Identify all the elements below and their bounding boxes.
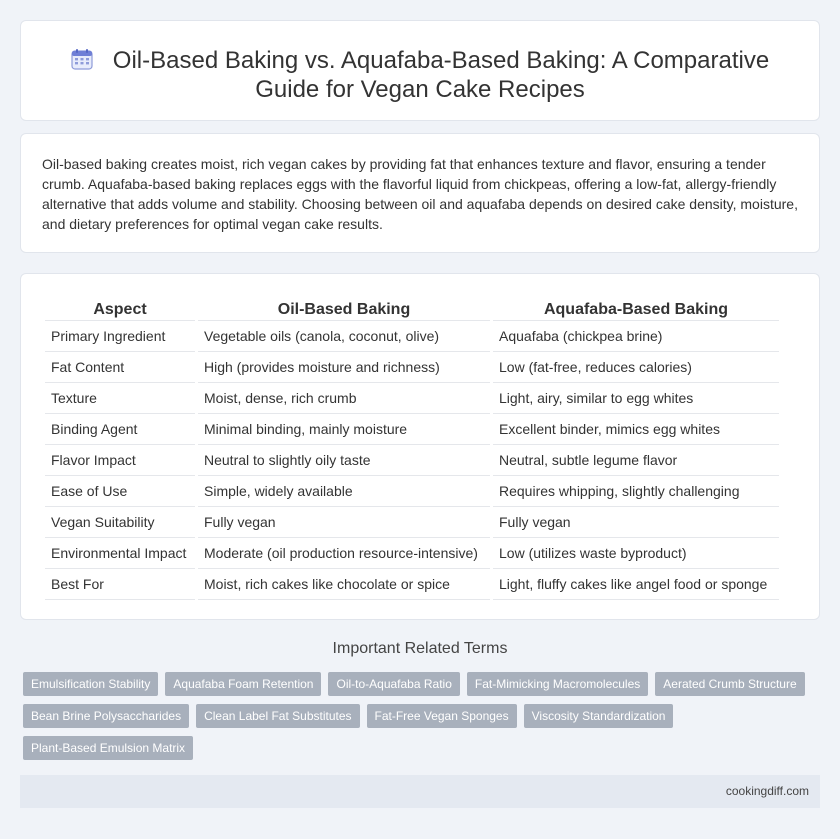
header-aquafaba-based: Aquafaba-Based Baking — [493, 295, 779, 321]
comparison-table-card — [20, 273, 820, 620]
table-row — [45, 507, 779, 538]
related-term-tag[interactable]: Emulsification Stability — [23, 672, 158, 696]
related-term-tag[interactable]: Fat-Free Vegan Sponges — [367, 704, 517, 728]
cell-oil: Vegetable oils (canola, coconut, olive) — [198, 321, 490, 352]
cell-oil: Moist, rich cakes like chocolate or spice — [198, 569, 490, 600]
cell-aquafaba: Light, airy, similar to egg whites — [493, 383, 779, 414]
related-term-tag[interactable]: Viscosity Standardization — [524, 704, 674, 728]
comparison-table — [42, 295, 782, 600]
cell-oil: High (provides moisture and richness) — [198, 352, 490, 383]
cell-oil: Neutral to slightly oily taste — [198, 445, 490, 476]
table-header-row — [45, 295, 779, 321]
table-row — [45, 352, 779, 383]
cell-aspect: Texture — [45, 383, 195, 414]
cell-aspect: Ease of Use — [45, 476, 195, 507]
cell-aspect: Fat Content — [45, 352, 195, 383]
cell-aquafaba: Low (utilizes waste byproduct) — [493, 538, 779, 569]
table-row — [45, 538, 779, 569]
cell-aquafaba: Excellent binder, mimics egg whites — [493, 414, 779, 445]
intro-paragraph: Oil-based baking creates moist, rich vegan cakes by providing fat that enhances texture and flavor, ensuring a tender crumb. Aquafaba-based baking replaces eggs with the flavorful liquid from chickpeas, offering a low-fat, allergy-friendly alternative that adds volume and stability. Choosing between oil and aquafaba depends on desired cake density, moisture, and dietary preferences for optimal vegan cake results. — [42, 156, 798, 232]
cell-aquafaba: Low (fat-free, reduces calories) — [493, 352, 779, 383]
related-term-tag[interactable]: Clean Label Fat Substitutes — [196, 704, 359, 728]
related-term-tag[interactable]: Aquafaba Foam Retention — [165, 672, 321, 696]
table-row — [45, 445, 779, 476]
related-terms-title: Important Related Terms — [332, 640, 508, 657]
calendar-icon — [71, 48, 93, 70]
cell-aspect: Flavor Impact — [45, 445, 195, 476]
cell-oil: Minimal binding, mainly moisture — [198, 414, 490, 445]
header-oil-based: Oil-Based Baking — [198, 295, 490, 321]
cell-aspect: Environmental Impact — [45, 538, 195, 569]
table-row — [45, 476, 779, 507]
cell-aspect: Binding Agent — [45, 414, 195, 445]
page-title-text: Oil-Based Baking vs. Aquafaba-Based Baking: A Comparative Guide for Vegan Cake Recipes — [112, 47, 770, 103]
footer — [20, 775, 820, 808]
cell-aquafaba: Fully vegan — [493, 507, 779, 538]
related-term-tag[interactable]: Oil-to-Aquafaba Ratio — [328, 672, 459, 696]
related-term-tag[interactable]: Plant-Based Emulsion Matrix — [23, 736, 193, 760]
related-term-tag[interactable]: Fat-Mimicking Macromolecules — [467, 672, 648, 696]
cell-aspect: Best For — [45, 569, 195, 600]
table-row — [45, 383, 779, 414]
table-row — [45, 414, 779, 445]
table-row — [45, 321, 779, 352]
footer-site-link[interactable]: cookingdiff.com — [725, 784, 809, 798]
cell-oil: Moderate (oil production resource-intensive) — [198, 538, 490, 569]
cell-aspect: Vegan Suitability — [45, 507, 195, 538]
header-card — [20, 20, 820, 121]
cell-aquafaba: Light, fluffy cakes like angel food or sponge — [493, 569, 779, 600]
cell-oil: Fully vegan — [198, 507, 490, 538]
intro-card — [20, 133, 820, 253]
header-aspect: Aspect — [45, 295, 195, 321]
related-term-tag[interactable]: Aerated Crumb Structure — [655, 672, 804, 696]
related-term-tag[interactable]: Bean Brine Polysaccharides — [23, 704, 189, 728]
cell-oil: Moist, dense, rich crumb — [198, 383, 490, 414]
cell-aquafaba: Requires whipping, slightly challenging — [493, 476, 779, 507]
cell-aquafaba: Aquafaba (chickpea brine) — [493, 321, 779, 352]
cell-aspect: Primary Ingredient — [45, 321, 195, 352]
page-title — [21, 46, 819, 104]
cell-oil: Simple, widely available — [198, 476, 490, 507]
table-row — [45, 569, 779, 600]
cell-aquafaba: Neutral, subtle legume flavor — [493, 445, 779, 476]
related-terms-list — [23, 672, 823, 760]
